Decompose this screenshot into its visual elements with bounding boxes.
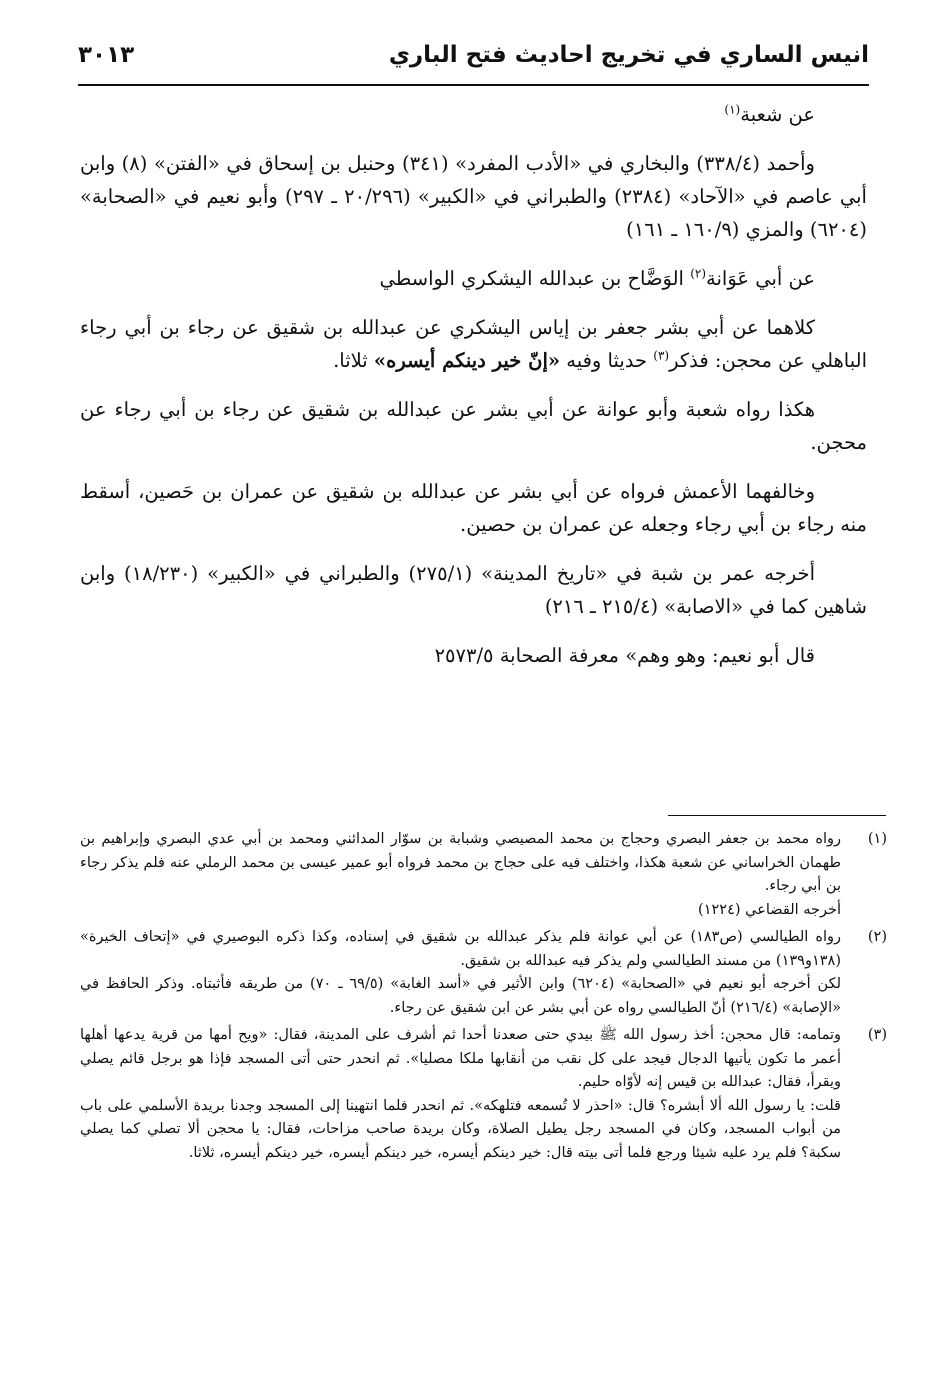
book-title: انيس الساري في تخريج احاديث فتح الباري (388, 42, 869, 68)
page-number: ٣٠١٣ (78, 42, 135, 68)
footnote-text: أخرجه القضاعي (١٢٢٤) (698, 901, 841, 918)
paragraph-5: هكذا رواه شعبة وأبو عوانة عن أبي بشر عن عبدالله بن شقيق عن رجاء بن أبي رجاء عن محجن. (80, 398, 867, 454)
footnote-text: لكن أخرجه أبو نعيم في «الصحابة» (٦٢٠٤) وابن الأثير في «أسد الغابة» (٦٩/٥ ـ ٧٠) من طريقه فأثبتاه. وذكر الحافظ في «الإصابة» (٢١٦/٤) أنّ الطيالسي رواه عن أبي بشر عن ابن شقيق عن رجاء. (80, 976, 841, 1016)
footnote-separator (668, 815, 886, 816)
footnote-2 (80, 926, 887, 1020)
footnote-text: وتمامه: قال محجن: أخذ رسول الله ﷺ بيدي حتى صعدنا أحدا ثم أشرف على المدينة، فقال: «ويح أمها من قرية يدعها أهلها أعمر ما تكون يأتيها الدجال فيجد على كل نقب من أنقابها ملكا مصليا». ثم انحدر حتى أتى المسجد فإذا هو برجل قائم يصلي ويقرأ، فقال: عبدالله بن قيس إنه لأوّاه حليم. (80, 1027, 841, 1090)
footnote-ref-2: (٢) (690, 266, 707, 281)
footnote-number: (٢) (867, 929, 887, 945)
footnote-number: (٣) (867, 1027, 887, 1043)
footnote-ref-3: (٣) (653, 348, 670, 363)
paragraph-3-before: عن أبي عَوَانة (706, 267, 815, 290)
paragraph-8: قال أبو نعيم: وهو وهم» معرفة الصحابة ٢٥٧٣/٥ (434, 644, 815, 667)
paragraph-4-after: ثلاثا. (333, 349, 374, 372)
footnote-ref-1: (١) (724, 102, 741, 117)
footnote-number: (١) (867, 831, 887, 847)
hadith-quote: «إنّ خير دينكم أيسره» (373, 349, 561, 372)
paragraph-1 (80, 98, 867, 131)
footnote-3 (80, 1024, 887, 1165)
footnote-text: قلت: يا رسول الله ألا أبشره؟ قال: «احذر لا تُسمعه فتلهكه». ثم انحدر فلما انتهينا إلى المسجد وجدنا بريدة الأسلمي على باب من أبواب المسجد، وكان في المسجد رجل يطيل الصلاة، وكان بريدة صاحب مزاحات، فقال: يا محجن ألا تصلي كما يصلي سكبة؟ فلم يرد عليه شيئا ورجع فلما أتى بيته قال: خير دينكم أيسره، خير دينكم أيسره، خير دينكم أيسره، ثلاثا. (80, 1097, 841, 1161)
paragraph-4 (80, 311, 867, 377)
paragraph-1-text: عن شعبة (740, 103, 815, 126)
main-text (80, 98, 867, 688)
page-header (78, 38, 869, 86)
footnote-text: رواه محمد بن جعفر البصري وحجاج بن محمد المصيصي وشبابة بن سوّار المدائني ومحمد بن أبي عدي البصري وإبراهيم بن طهمان الخراساني عن شعبة هكذا، واختلف فيه على حجاج بن محمد فرواه أبو عمير عيسى بن محمد الرملي عنه فلم يذكر رجاء بن أبي رجاء. (80, 831, 841, 894)
paragraph-7: أخرجه عمر بن شبة في «تاريخ المدينة» (٢٧٥/١) والطبراني في «الكبير» (١٨/٢٣٠) وابن شاهين كما في «الاصابة» (٢١٥/٤ ـ ٢١٦) (80, 562, 867, 618)
footnotes (80, 828, 887, 1169)
paragraph-4-middle: حديثا وفيه (560, 349, 654, 372)
paragraph-3-after: الوَضَّاح بن عبدالله اليشكري الواسطي (379, 267, 691, 290)
paragraph-2: وأحمد (٣٣٨/٤) والبخاري في «الأدب المفرد» (٣٤١) وحنبل بن إسحاق في «الفتن» (٨) وابن أبي عاصم في «الآحاد» (٢٣٨٤) والطبراني في «الكبير» (٢٠/٢٩٦ ـ ٢٩٧) وأبو نعيم في «الصحابة» (٦٢٠٤) والمزي (١٦٠/٩ ـ ١٦١) (80, 152, 867, 241)
footnote-1 (80, 828, 887, 922)
footnote-text: رواه الطيالسي (ص١٨٣) عن أبي عوانة فلم يذكر عبدالله بن شقيق في إسناده، وكذا ذكره البوصيري في «إتحاف الخيرة» (١٣٨و١٣٩) من مسند الطيالسي ولم يذكر فيه عبدالله بن شقيق. (80, 929, 842, 969)
paragraph-6: وخالفهما الأعمش فرواه عن أبي بشر عن عبدالله بن شقيق عن عمران بن حَصين، أسقط منه رجاء بن أبي رجاء وجعله عن عمران بن حصين. (80, 480, 867, 536)
paragraph-3 (80, 262, 867, 295)
paragraph-4-before: كلاهما عن أبي بشر جعفر بن إياس اليشكري عن عبدالله بن شقيق عن رجاء بن أبي رجاء الباهلي عن محجن: فذكر (80, 316, 867, 372)
